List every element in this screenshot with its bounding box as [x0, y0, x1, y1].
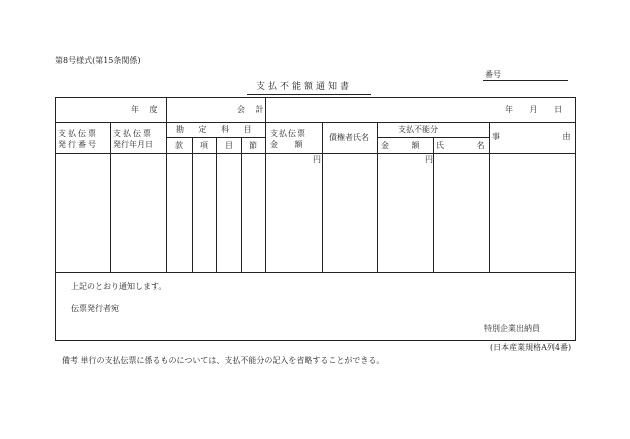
account-label: 会 計 — [237, 105, 264, 114]
fiscal-year-label: 年 度 — [131, 105, 158, 114]
reason-header: 事 由 — [492, 132, 571, 141]
column-divider — [489, 122, 490, 272]
addressee: 伝票発行者宛 — [71, 304, 119, 313]
column-divider — [433, 137, 434, 272]
column-divider — [241, 137, 242, 272]
column-divider — [377, 122, 378, 272]
serial-number-underline — [483, 80, 568, 81]
column-divider — [216, 137, 217, 272]
document-title: 支払不能額通知書 — [256, 82, 353, 92]
year-divider — [166, 97, 167, 122]
slip-number-header: 発行番号 — [58, 140, 98, 149]
column-divider — [166, 122, 167, 272]
slip-amount-header: 支払伝票 — [270, 129, 306, 138]
title-underline — [247, 94, 371, 95]
form-number: 第8号様式(第15条関係) — [55, 56, 141, 65]
paper-standard: (日本産業規格A列4番) — [490, 343, 572, 352]
column-divider — [322, 122, 323, 272]
budget-sub-moku: 目 — [225, 141, 233, 150]
slip-amount-unit: 円 — [313, 155, 321, 164]
account-divider — [265, 97, 266, 122]
date-label: 年 月 日 — [505, 105, 563, 114]
budget-item-header: 勘 定 科 目 — [176, 125, 252, 134]
remarks: 備考 単行の支払伝票に係るものについては、支払不能分の記入を省略することができる。 — [62, 356, 385, 365]
unpayable-header: 支払不能分 — [398, 125, 438, 134]
budget-sub-kan: 款 — [175, 141, 183, 150]
slip-date-header: 発行年月日 — [113, 140, 153, 149]
column-divider — [110, 122, 111, 272]
unpayable-amount-unit: 円 — [425, 155, 433, 164]
serial-number-label: 番号 — [485, 70, 501, 79]
slip-number-header: 支払伝票 — [58, 129, 98, 138]
issuer: 特別企業出納員 — [484, 324, 540, 333]
header-row-rule — [55, 122, 576, 123]
creditor-name-header: 債権者氏名 — [329, 133, 369, 142]
column-divider — [192, 137, 193, 272]
column-divider — [265, 122, 266, 272]
unpayable-name-header: 氏 名 — [436, 141, 485, 150]
slip-amount-header: 金 額 — [270, 140, 303, 149]
column-header-rule — [55, 153, 576, 154]
unpayable-amount-header: 金 額 — [381, 141, 420, 150]
budget-sub-setsu: 節 — [249, 141, 257, 150]
body-bottom-rule — [55, 272, 576, 273]
notice-text: 上記のとおり通知します。 — [71, 282, 167, 291]
slip-date-header: 支払伝票 — [113, 129, 153, 138]
budget-sub-kou: 項 — [200, 141, 208, 150]
